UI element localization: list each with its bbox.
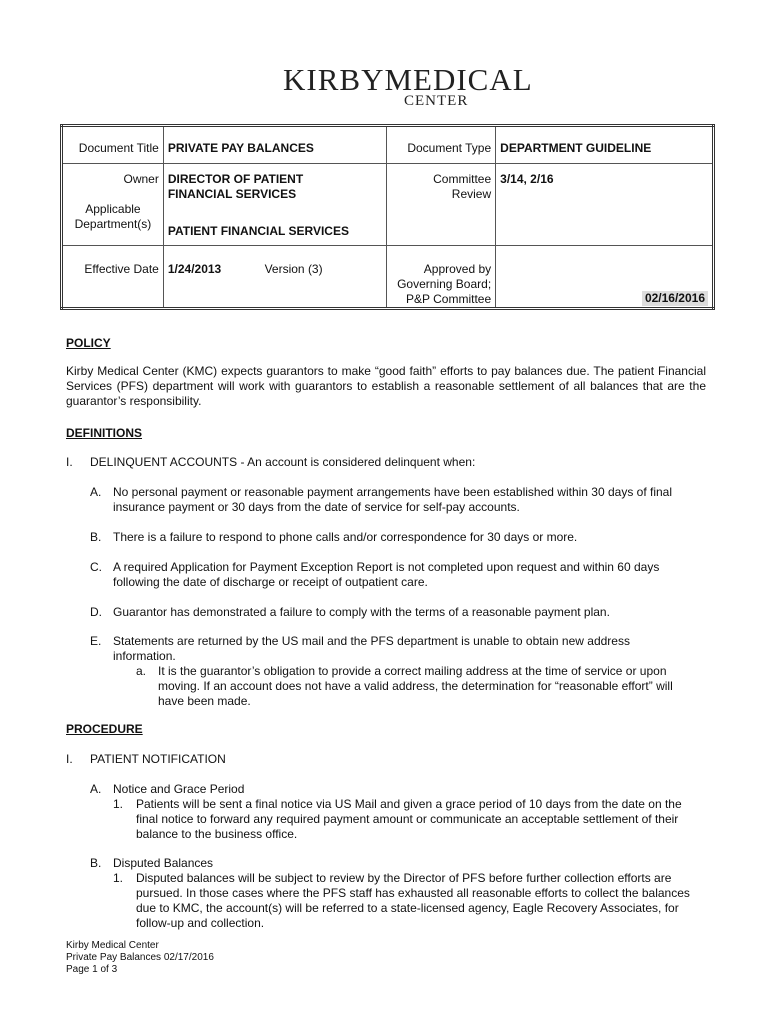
def-item-c-key: C. xyxy=(90,560,102,574)
def-item-e-key: E. xyxy=(90,634,102,648)
doc-type-label: Document Type xyxy=(386,126,496,164)
approved-date-value: 02/16/2016 xyxy=(642,291,708,306)
definitions-heading: DEFINITIONS xyxy=(66,426,143,440)
def-item-e-sub-key: a. xyxy=(136,664,147,678)
owner-label: Owner xyxy=(123,172,159,186)
approved-label-line3: P&P Committee xyxy=(406,292,492,306)
applicable-label-2: Department(s) xyxy=(74,217,152,231)
proc-item-a1-key: 1. xyxy=(113,797,124,811)
definitions-section-num: I. xyxy=(66,455,73,469)
committee-review-label xyxy=(386,164,496,246)
committee-label-line1: Committee xyxy=(433,172,492,186)
procedure-heading: PROCEDURE xyxy=(66,722,143,736)
def-item-e-sub-text: It is the guarantor’s obligation to provide a correct mailing address at the time of service or upon moving. If an account does not have a valid address, the determination for “reasonable effort” will have been made. xyxy=(158,664,673,708)
def-item-b-key: B. xyxy=(90,530,102,544)
proc-item-a1-text: Patients will be sent a final notice via US Mail and given a grace period of 10 days from the date on the final notice to forward any required payment amount or communicate an acceptable settlement of their balance to the business office. xyxy=(136,797,682,841)
owner-value-line2: FINANCIAL SERVICES xyxy=(167,187,297,201)
proc-item-b1-text: Disputed balances will be subject to review by the Director of PFS before further collection efforts are pursued. In those cases where the PFS staff has exhausted all reasonable efforts to collect the balances due to KMC, the account(s) will be referred to a state-licensed agency, Eagle Recovery Associates, for follow-up and collection. xyxy=(136,871,690,930)
applicable-value: PATIENT FINANCIAL SERVICES xyxy=(167,224,349,238)
footer-line2: Private Pay Balances 02/17/2016 xyxy=(66,952,214,963)
doc-type-value: DEPARTMENT GUIDELINE xyxy=(496,126,714,164)
logo-subtitle: CENTER xyxy=(404,93,469,109)
doc-title-label: Document Title xyxy=(62,126,164,164)
procedure-section-title: PATIENT NOTIFICATION xyxy=(90,752,226,766)
owner-applicable-values xyxy=(163,164,386,246)
def-item-e-text: Statements are returned by the US mail and the PFS department is unable to obtain new address information. xyxy=(113,634,630,663)
approved-label-line2: Governing Board; xyxy=(397,277,492,291)
effective-date-label: Effective Date xyxy=(62,246,164,309)
effective-date-value: 1/24/2013 xyxy=(167,262,222,276)
def-item-d-text: Guarantor has demonstrated a failure to comply with the terms of a reasonable payment plan. xyxy=(113,605,610,619)
def-item-a-key: A. xyxy=(90,485,102,499)
def-item-c-text: A required Application for Payment Exception Report is not completed upon request and within 60 days following the date of discharge or receipt of outpatient care. xyxy=(113,560,660,589)
def-item-b-text: There is a failure to respond to phone calls and/or correspondence for 30 days or more. xyxy=(113,530,578,544)
footer-line1: Kirby Medical Center xyxy=(66,940,159,951)
logo-wordmark: KIRBYMEDICAL xyxy=(283,62,533,97)
proc-item-b-key: B. xyxy=(90,856,102,870)
owner-value-line1: DIRECTOR OF PATIENT xyxy=(167,172,304,186)
kirby-medical-center-logo xyxy=(283,62,533,112)
approved-by-label xyxy=(386,246,496,309)
effective-date-cell xyxy=(163,246,386,309)
footer-page-number: Page 1 of 3 xyxy=(66,964,118,975)
page-footer xyxy=(66,940,214,976)
proc-item-a-title: Notice and Grace Period xyxy=(113,782,245,796)
approved-date-cell xyxy=(496,246,714,309)
owner-applicable-labels xyxy=(62,164,164,246)
procedure-section-num: I. xyxy=(66,752,73,766)
doc-title-value: PRIVATE PAY BALANCES xyxy=(163,126,386,164)
document-header-table xyxy=(60,124,715,310)
def-item-d-key: D. xyxy=(90,605,102,619)
applicable-label-1: Applicable xyxy=(85,202,141,216)
committee-label-line2: Review xyxy=(451,187,492,201)
committee-review-dates: 3/14, 2/16 xyxy=(496,164,714,246)
version-value: Version (3) xyxy=(264,262,323,276)
policy-heading: POLICY xyxy=(66,336,111,350)
approved-label-line1: Approved by xyxy=(423,262,492,276)
proc-item-a-key: A. xyxy=(90,782,102,796)
proc-item-b-title: Disputed Balances xyxy=(113,856,214,870)
proc-item-b1-key: 1. xyxy=(113,871,124,885)
def-item-a-text: No personal payment or reasonable payment arrangements have been established within 30 days of final insurance payment or 30 days from the date of service for self-pay accounts. xyxy=(113,485,673,514)
definitions-section-title: DELINQUENT ACCOUNTS - An account is considered delinquent when: xyxy=(90,455,476,469)
policy-text: Kirby Medical Center (KMC) expects guarantors to make “good faith” efforts to pay balances due. The patient Financial Services (PFS) department will work with guarantors to establish a reasonable settlement of all balances that are the guarantor’s responsibility. xyxy=(66,364,706,408)
